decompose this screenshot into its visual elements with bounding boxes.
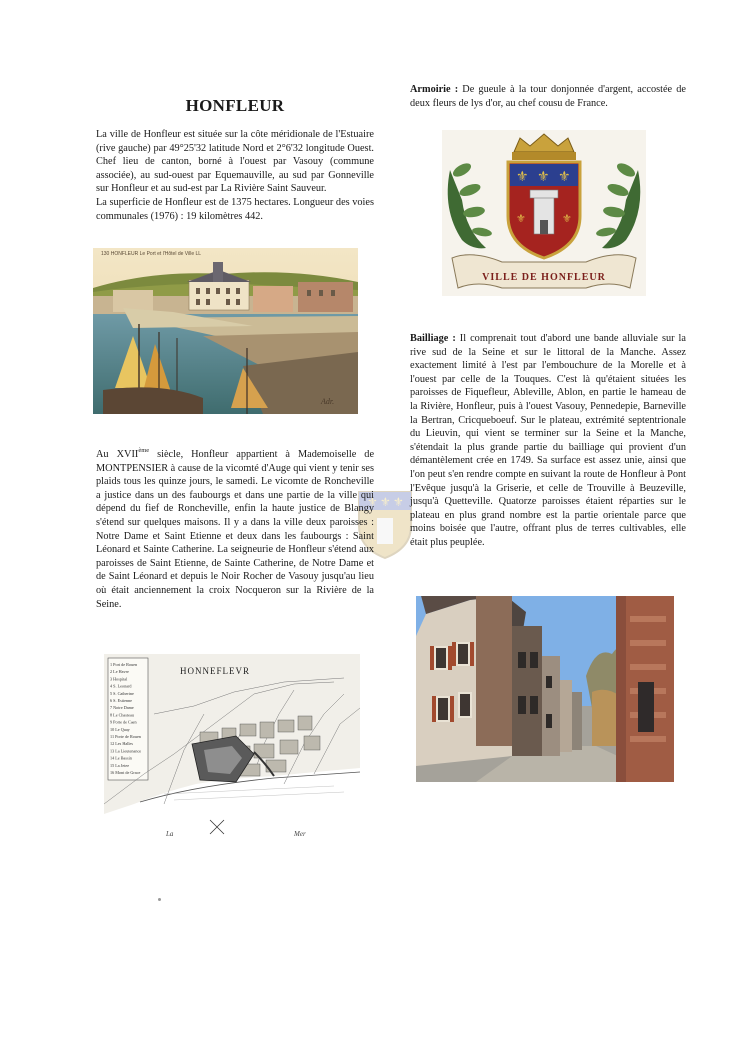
map-legend-entry: 7 Notre Dame <box>110 705 134 711</box>
armoirie-text <box>410 83 686 110</box>
map-legend-entry: 9 Porte de Caen <box>110 719 137 725</box>
postcard-signature: Adr. <box>321 397 335 406</box>
map-legend-entry: 15 La Jetee <box>110 762 130 768</box>
town-crest-image <box>442 130 646 296</box>
intro-text <box>96 128 374 223</box>
page-title: HONFLEUR <box>185 96 285 115</box>
map-legend-entry: 2 Le Havre <box>110 669 129 675</box>
map-legend-entry: 8 Le Chasteau <box>110 712 134 718</box>
area-paragraph: La superficie de Honfleur est de 1375 hectares. Longueur des voies communales (1976) : 19 kilomètres 442. <box>96 196 374 222</box>
svg-text:⚜: ⚜ <box>367 495 378 509</box>
map-legend-entry: 14 Le Bassin <box>110 755 132 761</box>
armoirie-body: De gueule à la tour donjonnée d'argent, accostée de deux fleurs de lys d'or, au chef cousu de France. <box>410 84 686 109</box>
map-label-la: La <box>166 830 174 838</box>
map-legend-entry: 13 La Lieutenance <box>110 748 142 754</box>
armoirie-label: Armoirie : <box>410 84 459 95</box>
svg-text:⚜: ⚜ <box>393 495 404 509</box>
crest-banner: VILLE DE HONFLEUR <box>482 272 606 283</box>
history-paragraph <box>96 444 374 611</box>
map-legend-entry: 6 S. Estienne <box>110 698 132 703</box>
svg-text:⚜: ⚜ <box>562 213 572 225</box>
bailliage-body: Il comprenait tout d'abord une bande alluviale sur la rive sud de la Seine et sur le littoral de la Manche. Assez exactement limité à l'est par l'embouchure de la Morelle et à l'ouest par celle de la Touques. C'est là qu'étaient situées les paroisses de Fiquefleur, Ableville, Ablon, en partie le hameau de la Rivière, Honfleur, puis à l'ouest Vasouy, Pennedepie, Barneville la Bertran, Cricqueboeuf. Sur le plateau, extrémité septentrionale du Lieuvin, qui vient se terminer sur la Seine et la Manche, s'étendait la plus grande partie du bailliage qui provient d'un démantèlement crée en 1749. Sa surface est assez unie, ainsi que l'on peut s'en rendre compte en suivant la route de Honfleur à Pont l'Evêque jusqu'à la Griserie, et celle de Trouville à Beuzeville, jusqu'à Quetteville. Quatorze paroisses étaient réparties sur le plateau en plus grand nombre est la partie orientale parce que moins boisée que l'autre, offrant plus de terres cultivables, elle était plus peuplée. <box>410 333 686 548</box>
old-town-map <box>104 654 360 840</box>
map-legend-entry: 3 Hospital <box>110 676 128 682</box>
map-label-mer: Mer <box>294 830 306 838</box>
map-legend-entry: 12 Les Halles <box>110 741 134 747</box>
svg-text:⚜: ⚜ <box>516 213 526 225</box>
history-century: Au XVII <box>96 449 139 460</box>
map-legend-entry: 5 S. Catherine <box>110 690 134 696</box>
map-legend-entry: 1 Port de Rouen <box>110 662 138 667</box>
map-title: HONNEFLEVR <box>180 666 250 676</box>
map-legend-entry: 4 S. Leonard <box>110 683 132 689</box>
bailliage-paragraph <box>410 332 686 550</box>
map-legend-entry: 11 Porte de Rouen <box>110 734 141 739</box>
svg-text:⚜: ⚜ <box>516 170 529 185</box>
bailliage-label: Bailliage : <box>410 333 456 344</box>
intro-paragraph: La ville de Honfleur est située sur la côte méridionale de l'Estuaire (rive gauche) par 49°25'32 latitude Nord et 2°6'32 longitude Ouest. Chef lieu de canton, borné à l'ouest par Vasouy (commune associée), au sud-ouest par Equemauville, au sud par Gonneville sur Honfleur et au sud-est par La Rivière Saint Sauveur. <box>96 129 374 195</box>
postcard-caption: 130 HONFLEUR Le Port et l'Hôtel de Ville LL <box>101 251 202 257</box>
map-legend-entry: 10 Le Quay <box>110 726 130 732</box>
history-body: siècle, Honfleur appartient à Mademoiselle de MONTPENSIER à cause de la vicomté d'Auge qui vient y tenir ses plaids tous les quinze jours, le samedi. Le vicomte de Roncheville a justice dans un des faubourgs et dans une partie de la ville qui dépend du fief de Roncheville, enfin la haute justice de Blangy s'étend sur quelques maisons. Il y a dans la ville deux paroisses : Notre Dame et Saint Etienne et deux dans les faubourgs : Saint Léonard et Sainte Catherine. La seigneurie de Honfleur s'étend aux paroisses de Saint Etienne, de Sainte Catherine, de Notre Dame et de Saint Léonard et depuis le Noir Rocher de Vasouy jusqu'au lieu où était anciennement la croix Nocqueron sur la Rivière de la Seine. <box>96 449 375 610</box>
svg-text:⚜: ⚜ <box>380 495 391 509</box>
svg-text:⚜: ⚜ <box>558 170 571 185</box>
bailliage-text <box>410 332 686 550</box>
svg-text:⚜: ⚜ <box>537 170 550 185</box>
street-photo <box>416 596 674 782</box>
speck <box>158 898 161 901</box>
armoirie-paragraph <box>410 83 686 110</box>
history-superscript: ème <box>138 447 150 454</box>
history-text <box>96 444 374 611</box>
postcard-port-image <box>93 248 358 414</box>
map-legend-entry: 16 Mont de Grace <box>110 770 141 775</box>
